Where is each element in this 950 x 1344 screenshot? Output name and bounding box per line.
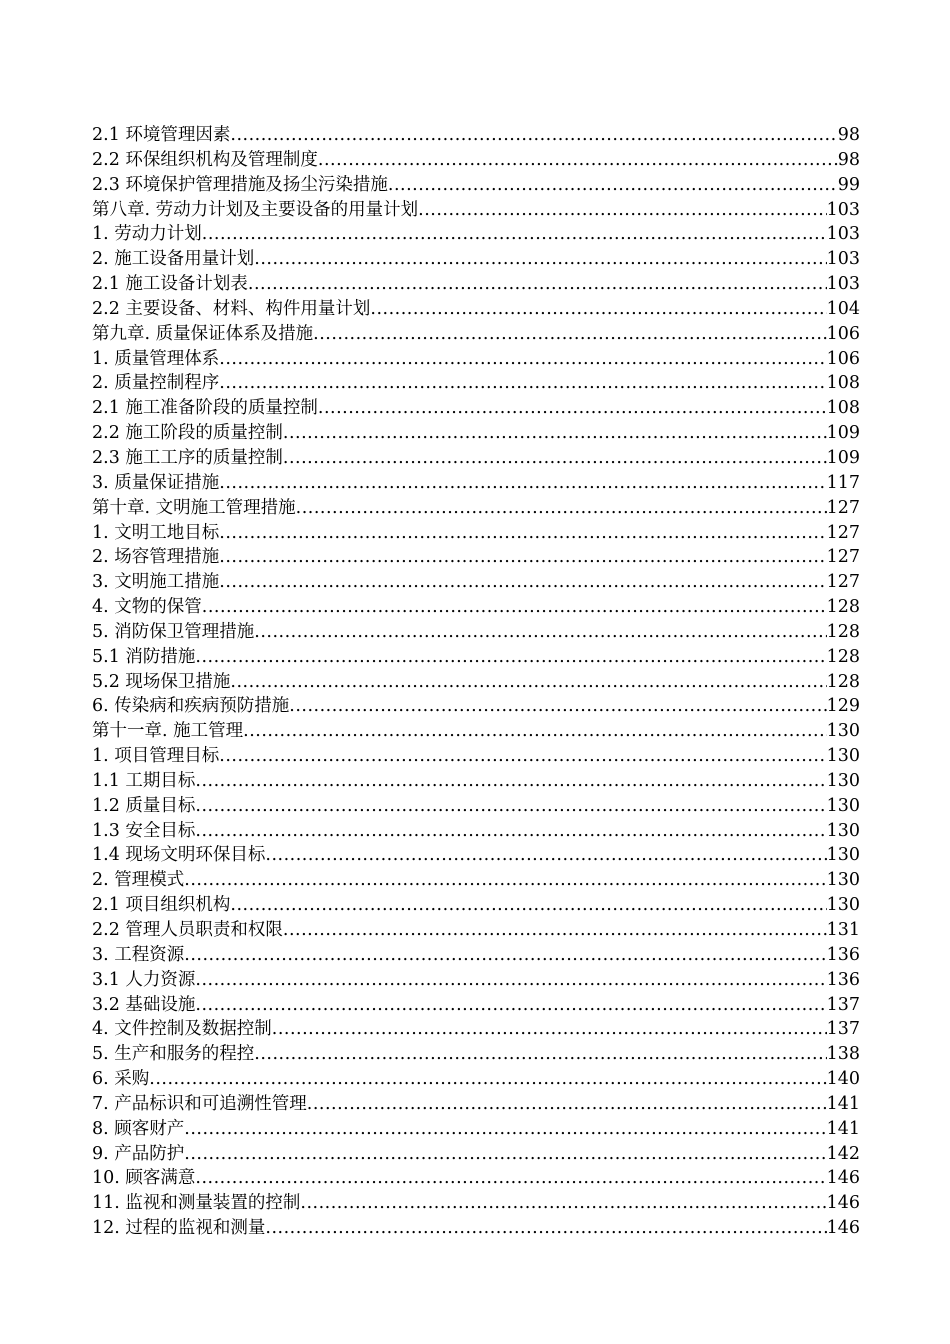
- toc-page-number: 128: [826, 597, 860, 618]
- toc-entry-title: 2.1 环境管理因素: [92, 125, 231, 145]
- toc-entry-title: 1. 劳动力计划: [92, 224, 202, 245]
- toc-dot-leader: [318, 148, 838, 173]
- toc-dot-leader: [283, 446, 827, 471]
- toc-page-number: 128: [826, 621, 860, 642]
- toc-entry-title: 11. 监视和测量装置的控制: [92, 1193, 301, 1214]
- toc-entry-title: 5. 生产和服务的程控: [92, 1044, 255, 1065]
- toc-entry-title: 2.3 环境保护管理措施及扬尘污染措施: [92, 174, 388, 195]
- toc-entry-title: 6. 传染病和疾病预防措施: [92, 696, 290, 717]
- toc-page-number: 127: [826, 572, 860, 593]
- toc-entry-title: 第十一章. 施工管理: [92, 721, 244, 742]
- toc-dot-leader: [313, 322, 826, 347]
- toc-dot-leader: [184, 1142, 826, 1167]
- toc-entry-title: 3.2 基础设施: [92, 994, 196, 1015]
- toc-dot-leader: [248, 272, 827, 297]
- toc-entry[interactable]: [92, 198, 860, 223]
- toc-entry-title: 2. 施工设备用量计划: [92, 249, 255, 270]
- toc-page-number: 130: [826, 820, 860, 841]
- toc-page-number: 129: [826, 696, 860, 717]
- toc-entry[interactable]: [92, 719, 860, 744]
- toc-page-number: 130: [826, 795, 860, 816]
- toc-page-number: 117: [826, 472, 860, 493]
- toc-entry-title: 5.2 现场保卫措施: [92, 671, 231, 692]
- toc-page-number: 131: [826, 920, 860, 940]
- toc-entry[interactable]: [92, 1092, 860, 1117]
- toc-page-number: 106: [826, 348, 860, 369]
- toc-dot-leader: [184, 1117, 826, 1142]
- toc-entry-title: 1.3 安全目标: [92, 820, 196, 841]
- toc-entry[interactable]: [92, 496, 860, 521]
- toc-entry-title: 2.1 施工设备计划表: [92, 274, 248, 295]
- toc-entry[interactable]: [92, 446, 860, 471]
- toc-entry-title: 10. 顾客满意: [92, 1168, 196, 1189]
- toc-entry-title: 3. 文明施工措施: [92, 572, 220, 593]
- toc-entry-title: 4. 文件控制及数据控制: [92, 1019, 272, 1040]
- toc-entry-title: 1. 文明工地目标: [92, 522, 220, 543]
- toc-entry-title: 2.2 主要设备、材料、构件用量计划: [92, 298, 371, 319]
- toc-page-number: 141: [826, 1093, 860, 1114]
- toc-entry-title: 9. 产品防护: [92, 1143, 185, 1164]
- toc-page-number: 142: [826, 1143, 860, 1164]
- toc-entry[interactable]: [92, 843, 860, 868]
- toc-page-number: 146: [826, 1218, 860, 1239]
- toc-entry[interactable]: [92, 1216, 860, 1241]
- toc-entry-title: 2. 场容管理措施: [92, 547, 220, 568]
- toc-dot-leader: [388, 173, 838, 198]
- toc-dot-leader: [219, 371, 826, 396]
- toc-entry-title: 2.3 施工工序的质量控制: [92, 447, 283, 468]
- toc-entry-title: 2.2 管理人员职责和权限: [92, 920, 283, 940]
- toc-entry[interactable]: [92, 421, 860, 446]
- toc-entry[interactable]: [92, 347, 860, 372]
- toc-dot-leader: [149, 1067, 826, 1092]
- toc-entry-title: 5.1 消防措施: [92, 646, 196, 667]
- toc-dot-leader: [230, 893, 826, 918]
- toc-dot-leader: [219, 471, 826, 496]
- toc-entry-title: 6. 采购: [92, 1069, 150, 1090]
- toc-entry[interactable]: [92, 1191, 860, 1216]
- toc-page-number: 103: [826, 249, 860, 270]
- toc-page-number: 108: [826, 373, 860, 394]
- toc-entry[interactable]: [92, 148, 860, 173]
- toc-entry-title: 第九章. 质量保证体系及措施: [92, 323, 314, 344]
- toc-page-number: 106: [826, 323, 860, 344]
- toc-page-number: 128: [826, 646, 860, 667]
- toc-entry[interactable]: [92, 1067, 860, 1092]
- toc-entry[interactable]: [92, 645, 860, 670]
- toc-dot-leader: [254, 247, 826, 272]
- toc-entry[interactable]: [92, 570, 860, 595]
- toc-dot-leader: [195, 1166, 826, 1191]
- toc-entry[interactable]: [92, 769, 860, 794]
- toc-entry[interactable]: [92, 670, 860, 695]
- toc-dot-leader: [219, 744, 826, 769]
- toc-page-number: 130: [826, 721, 860, 742]
- toc-entry-title: 12. 过程的监视和测量: [92, 1218, 266, 1239]
- toc-entry-title: 2.1 项目组织机构: [92, 895, 231, 916]
- toc-entry[interactable]: [92, 322, 860, 347]
- toc-dot-leader: [254, 1042, 826, 1067]
- toc-page-number: 130: [826, 870, 860, 891]
- toc-dot-leader: [243, 719, 826, 744]
- toc-page-number: 137: [826, 994, 860, 1015]
- toc-page-number: 130: [826, 895, 860, 916]
- toc-entry-title: 3. 工程资源: [92, 944, 185, 965]
- toc-page-number: 146: [826, 1193, 860, 1214]
- toc-page-number: 103: [826, 274, 860, 295]
- toc-entry[interactable]: [92, 819, 860, 844]
- toc-page-number: 136: [826, 969, 860, 990]
- toc-page-number: 103: [826, 224, 860, 245]
- toc-entry-title: 第八章. 劳动力计划及主要设备的用量计划: [92, 199, 419, 220]
- toc-dot-leader: [219, 545, 826, 570]
- toc-dot-leader: [254, 620, 826, 645]
- toc-entry[interactable]: [92, 1142, 860, 1167]
- toc-page-number: 127: [826, 497, 860, 518]
- toc-page-number: 98: [837, 125, 860, 145]
- toc-entry[interactable]: [92, 1166, 860, 1191]
- toc-page-number: 136: [826, 944, 860, 965]
- toc-entry[interactable]: [92, 123, 860, 148]
- table-of-contents: [92, 123, 860, 1241]
- toc-entry[interactable]: [92, 521, 860, 546]
- toc-page-number: 98: [837, 149, 860, 170]
- toc-page-number: 109: [826, 447, 860, 468]
- toc-dot-leader: [195, 819, 826, 844]
- toc-dot-leader: [296, 496, 827, 521]
- toc-dot-leader: [265, 1216, 826, 1241]
- toc-entry[interactable]: [92, 918, 860, 943]
- toc-page-number: 140: [826, 1069, 860, 1090]
- toc-dot-leader: [265, 843, 826, 868]
- toc-entry[interactable]: [92, 620, 860, 645]
- toc-page-number: 141: [826, 1118, 860, 1139]
- toc-page-number: 138: [826, 1044, 860, 1065]
- toc-dot-leader: [219, 570, 826, 595]
- toc-entry[interactable]: [92, 1017, 860, 1042]
- toc-page-number: 130: [826, 770, 860, 791]
- toc-page-number: 127: [826, 547, 860, 568]
- toc-entry-title: 3. 质量保证措施: [92, 472, 220, 493]
- toc-entry[interactable]: [92, 173, 860, 198]
- toc-entry-title: 7. 产品标识和可追溯性管理: [92, 1093, 307, 1114]
- toc-entry[interactable]: [92, 968, 860, 993]
- toc-page-number: 130: [826, 845, 860, 866]
- toc-dot-leader: [202, 595, 827, 620]
- toc-dot-leader: [195, 968, 826, 993]
- toc-dot-leader: [230, 123, 837, 148]
- toc-page-number: 103: [826, 199, 860, 220]
- toc-page-number: 99: [837, 174, 860, 195]
- toc-dot-leader: [184, 868, 826, 893]
- toc-entry-title: 5. 消防保卫管理措施: [92, 621, 255, 642]
- toc-entry[interactable]: [92, 943, 860, 968]
- toc-entry-title: 3.1 人力资源: [92, 969, 196, 990]
- toc-entry[interactable]: [92, 794, 860, 819]
- toc-dot-leader: [195, 645, 826, 670]
- toc-entry[interactable]: [92, 1042, 860, 1067]
- toc-entry-title: 2.2 施工阶段的质量控制: [92, 423, 283, 444]
- toc-entry[interactable]: [92, 993, 860, 1018]
- toc-entry-title: 2. 质量控制程序: [92, 373, 220, 394]
- toc-dot-leader: [219, 347, 826, 372]
- toc-entry-title: 第十章. 文明施工管理措施: [92, 497, 296, 518]
- toc-entry-title: 1. 项目管理目标: [92, 746, 220, 767]
- toc-entry[interactable]: [92, 297, 860, 322]
- toc-dot-leader: [195, 794, 826, 819]
- toc-page-number: 108: [826, 398, 860, 419]
- toc-entry[interactable]: [92, 272, 860, 297]
- toc-entry-title: 1. 质量管理体系: [92, 348, 220, 369]
- toc-dot-leader: [195, 769, 826, 794]
- toc-entry-title: 1.4 现场文明环保目标: [92, 845, 266, 866]
- toc-dot-leader: [272, 1017, 827, 1042]
- toc-entry-title: 1.2 质量目标: [92, 795, 196, 816]
- toc-entry[interactable]: [92, 595, 860, 620]
- toc-entry[interactable]: [92, 744, 860, 769]
- toc-dot-leader: [283, 918, 827, 943]
- toc-entry[interactable]: [92, 371, 860, 396]
- toc-entry-title: 2.1 施工准备阶段的质量控制: [92, 398, 318, 419]
- toc-dot-leader: [219, 521, 826, 546]
- toc-dot-leader: [202, 222, 827, 247]
- toc-page-number: 127: [826, 522, 860, 543]
- toc-entry[interactable]: [92, 545, 860, 570]
- toc-entry[interactable]: [92, 868, 860, 893]
- toc-page-number: 137: [826, 1019, 860, 1040]
- toc-entry-title: 8. 顾客财产: [92, 1118, 185, 1139]
- toc-dot-leader: [283, 421, 827, 446]
- toc-entry[interactable]: [92, 1117, 860, 1142]
- toc-entry[interactable]: [92, 396, 860, 421]
- toc-page-number: 109: [826, 423, 860, 444]
- toc-entry[interactable]: [92, 893, 860, 918]
- toc-dot-leader: [195, 993, 826, 1018]
- toc-dot-leader: [289, 694, 826, 719]
- toc-dot-leader: [300, 1191, 826, 1216]
- toc-dot-leader: [184, 943, 826, 968]
- toc-page-number: 104: [826, 298, 860, 319]
- toc-entry-title: 4. 文物的保管: [92, 597, 202, 618]
- toc-page-number: 128: [826, 671, 860, 692]
- toc-page-number: 130: [826, 746, 860, 767]
- toc-dot-leader: [318, 396, 827, 421]
- toc-entry[interactable]: [92, 247, 860, 272]
- toc-dot-leader: [418, 198, 826, 223]
- toc-page-number: 146: [826, 1168, 860, 1189]
- toc-entry[interactable]: [92, 694, 860, 719]
- toc-dot-leader: [230, 670, 826, 695]
- toc-entry-title: 2. 管理模式: [92, 870, 185, 891]
- toc-entry[interactable]: [92, 471, 860, 496]
- toc-entry-title: 2.2 环保组织机构及管理制度: [92, 149, 318, 170]
- toc-entry-title: 1.1 工期目标: [92, 770, 196, 791]
- toc-dot-leader: [370, 297, 826, 322]
- toc-entry[interactable]: [92, 222, 860, 247]
- toc-dot-leader: [307, 1092, 827, 1117]
